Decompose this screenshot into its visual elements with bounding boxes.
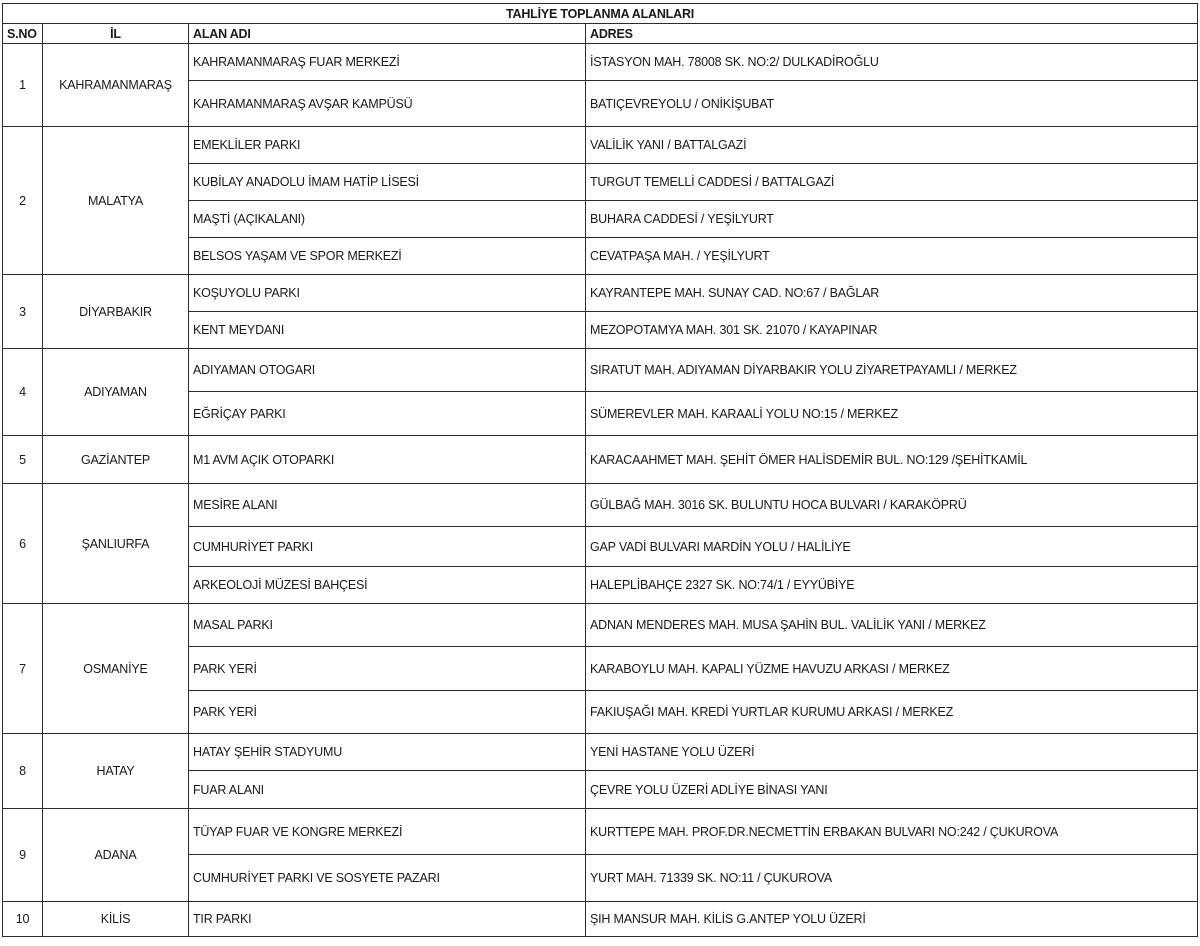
site-address: İSTASYON MAH. 78008 SK. NO:2/ DULKADİROĞLU	[586, 44, 1198, 81]
site-name: EĞRİÇAY PARKI	[189, 392, 586, 436]
row-number: 7	[3, 604, 43, 734]
row-number: 10	[3, 902, 43, 937]
table-row	[3, 127, 1198, 164]
province-name: ŞANLIURFA	[43, 484, 189, 604]
site-address: SÜMEREVLER MAH. KARAALİ YOLU NO:15 / MERKEZ	[586, 392, 1198, 436]
site-name: EMEKLİLER PARKI	[189, 127, 586, 164]
table-row	[3, 44, 1198, 81]
province-name: OSMANİYE	[43, 604, 189, 734]
site-name: FUAR ALANI	[189, 771, 586, 809]
site-address: SIRATUT MAH. ADIYAMAN DİYARBAKIR YOLU ZİYARETPAYAMLI / MERKEZ	[586, 349, 1198, 392]
site-name: HATAY ŞEHİR STADYUMU	[189, 734, 586, 771]
evacuation-document	[2, 3, 1197, 937]
site-name: MESİRE ALANI	[189, 484, 586, 527]
site-name: ARKEOLOJİ MÜZESİ BAHÇESİ	[189, 567, 586, 604]
site-name: KUBİLAY ANADOLU İMAM HATİP LİSESİ	[189, 164, 586, 201]
province-name: ADANA	[43, 809, 189, 902]
table-row	[3, 809, 1198, 855]
province-name: ADIYAMAN	[43, 349, 189, 436]
table-row	[3, 436, 1198, 484]
table-row	[3, 349, 1198, 392]
header-row	[3, 24, 1198, 44]
row-number: 9	[3, 809, 43, 902]
site-address: KURTTEPE MAH. PROF.DR.NECMETTİN ERBAKAN BULVARI NO:242 / ÇUKUROVA	[586, 809, 1198, 855]
site-address: GAP VADİ BULVARI MARDİN YOLU / HALİLİYE	[586, 527, 1198, 567]
site-name: CUMHURİYET PARKI	[189, 527, 586, 567]
table-row	[3, 604, 1198, 647]
site-name: KAHRAMANMARAŞ FUAR MERKEZİ	[189, 44, 586, 81]
header-sno: S.NO	[3, 24, 43, 44]
site-name: M1 AVM AÇIK OTOPARKI	[189, 436, 586, 484]
site-name: KAHRAMANMARAŞ AVŞAR KAMPÜSÜ	[189, 81, 586, 127]
site-name: TÜYAP FUAR VE KONGRE MERKEZİ	[189, 809, 586, 855]
site-name: MAŞTİ (AÇIKALANI)	[189, 201, 586, 238]
province-name: MALATYA	[43, 127, 189, 275]
row-number: 6	[3, 484, 43, 604]
site-name: KENT MEYDANI	[189, 312, 586, 349]
site-address: MEZOPOTAMYA MAH. 301 SK. 21070 / KAYAPINAR	[586, 312, 1198, 349]
province-name: KİLİS	[43, 902, 189, 937]
row-number: 5	[3, 436, 43, 484]
site-address: CEVATPAŞA MAH. / YEŞİLYURT	[586, 238, 1198, 275]
evacuation-table	[2, 3, 1198, 937]
site-address: ADNAN MENDERES MAH. MUSA ŞAHİN BUL. VALİLİK YANI / MERKEZ	[586, 604, 1198, 647]
table-row	[3, 484, 1198, 527]
row-number: 1	[3, 44, 43, 127]
site-address: VALİLİK YANI / BATTALGAZİ	[586, 127, 1198, 164]
site-address: KAYRANTEPE MAH. SUNAY CAD. NO:67 / BAĞLAR	[586, 275, 1198, 312]
site-name: TIR PARKI	[189, 902, 586, 937]
site-address: YURT MAH. 71339 SK. NO:11 / ÇUKUROVA	[586, 855, 1198, 902]
site-name: CUMHURİYET PARKI VE SOSYETE PAZARI	[189, 855, 586, 902]
site-name: PARK YERİ	[189, 647, 586, 691]
site-address: ÇEVRE YOLU ÜZERİ ADLİYE BİNASI YANI	[586, 771, 1198, 809]
row-number: 3	[3, 275, 43, 349]
table-title: TAHLİYE TOPLANMA ALANLARI	[3, 4, 1198, 24]
site-address: BATIÇEVREYOLU / ONİKİŞUBAT	[586, 81, 1198, 127]
province-name: GAZİANTEP	[43, 436, 189, 484]
site-name: ADIYAMAN OTOGARI	[189, 349, 586, 392]
site-name: PARK YERİ	[189, 691, 586, 734]
header-il: İL	[43, 24, 189, 44]
site-address: ŞIH MANSUR MAH. KİLİS G.ANTEP YOLU ÜZERİ	[586, 902, 1198, 937]
site-address: KARACAAHMET MAH. ŞEHİT ÖMER HALİSDEMİR BUL. NO:129 /ŞEHİTKAMİL	[586, 436, 1198, 484]
site-address: TURGUT TEMELLİ CADDESİ / BATTALGAZİ	[586, 164, 1198, 201]
site-name: BELSOS YAŞAM VE SPOR MERKEZİ	[189, 238, 586, 275]
site-address: GÜLBAĞ MAH. 3016 SK. BULUNTU HOCA BULVARI / KARAKÖPRÜ	[586, 484, 1198, 527]
province-name: HATAY	[43, 734, 189, 809]
table-row	[3, 902, 1198, 937]
table-body	[3, 4, 1198, 937]
site-address: FAKIUŞAĞI MAH. KREDİ YURTLAR KURUMU ARKASI / MERKEZ	[586, 691, 1198, 734]
site-name: KOŞUYOLU PARKI	[189, 275, 586, 312]
table-row	[3, 275, 1198, 312]
row-number: 4	[3, 349, 43, 436]
province-name: DİYARBAKIR	[43, 275, 189, 349]
site-address: KARABOYLU MAH. KAPALI YÜZME HAVUZU ARKASI / MERKEZ	[586, 647, 1198, 691]
province-name: KAHRAMANMARAŞ	[43, 44, 189, 127]
row-number: 8	[3, 734, 43, 809]
site-address: HALEPLİBAHÇE 2327 SK. NO:74/1 / EYYÜBİYE	[586, 567, 1198, 604]
site-address: BUHARA CADDESİ / YEŞİLYURT	[586, 201, 1198, 238]
header-alan-adi: ALAN ADI	[189, 24, 586, 44]
site-address: YENİ HASTANE YOLU ÜZERİ	[586, 734, 1198, 771]
table-row	[3, 734, 1198, 771]
site-name: MASAL PARKI	[189, 604, 586, 647]
row-number: 2	[3, 127, 43, 275]
header-adres: ADRES	[586, 24, 1198, 44]
